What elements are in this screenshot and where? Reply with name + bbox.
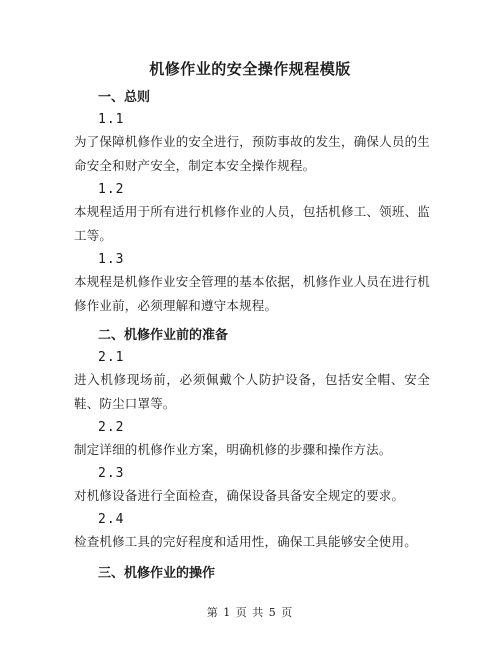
clause-text: 对机修设备进行全面检查，确保设备具备安全规定的要求。 — [74, 488, 405, 503]
section-heading-operation: 三、机修作业的操作 — [98, 566, 216, 581]
clause-number: 2.2 — [98, 420, 125, 435]
section-heading-preparation: 二、机修作业前的准备 — [98, 328, 229, 343]
clause-number: 1.3 — [98, 252, 125, 267]
section-heading-general: 一、总则 — [98, 90, 151, 105]
clause-text: 检查机修工具的完好程度和适用性，确保工具能够安全使用。 — [74, 534, 417, 549]
clause-text: 本规程是机修作业安全管理的基本依据，机修作业人员在进行机修作业前，必须理解和遵守本规程。 — [74, 274, 430, 313]
page-indicator: 第 1 页 共 5 页 — [206, 606, 294, 619]
clause-number: 1.2 — [98, 182, 125, 197]
clause-text: 制定详细的机修作业方案，明确机修的步骤和操作方法。 — [74, 442, 392, 457]
clause-number: 2.3 — [98, 466, 125, 481]
clause-number: 1.1 — [98, 112, 125, 127]
clause-number: 2.1 — [98, 350, 125, 365]
clause-text: 本规程适用于所有进行机修作业的人员，包括机修工、领班、监工等。 — [74, 204, 430, 243]
document-title: 机修作业的安全操作规程模版 — [149, 60, 351, 78]
clause-text: 为了保障机修作业的安全进行，预防事故的发生，确保人员的生命安全和财产安全，制定本安全操作规程。 — [74, 134, 430, 173]
clause-number: 2.4 — [98, 512, 125, 527]
clause-text: 进入机修现场前，必须佩戴个人防护设备，包括安全帽、安全鞋、防尘口罩等。 — [74, 372, 430, 411]
